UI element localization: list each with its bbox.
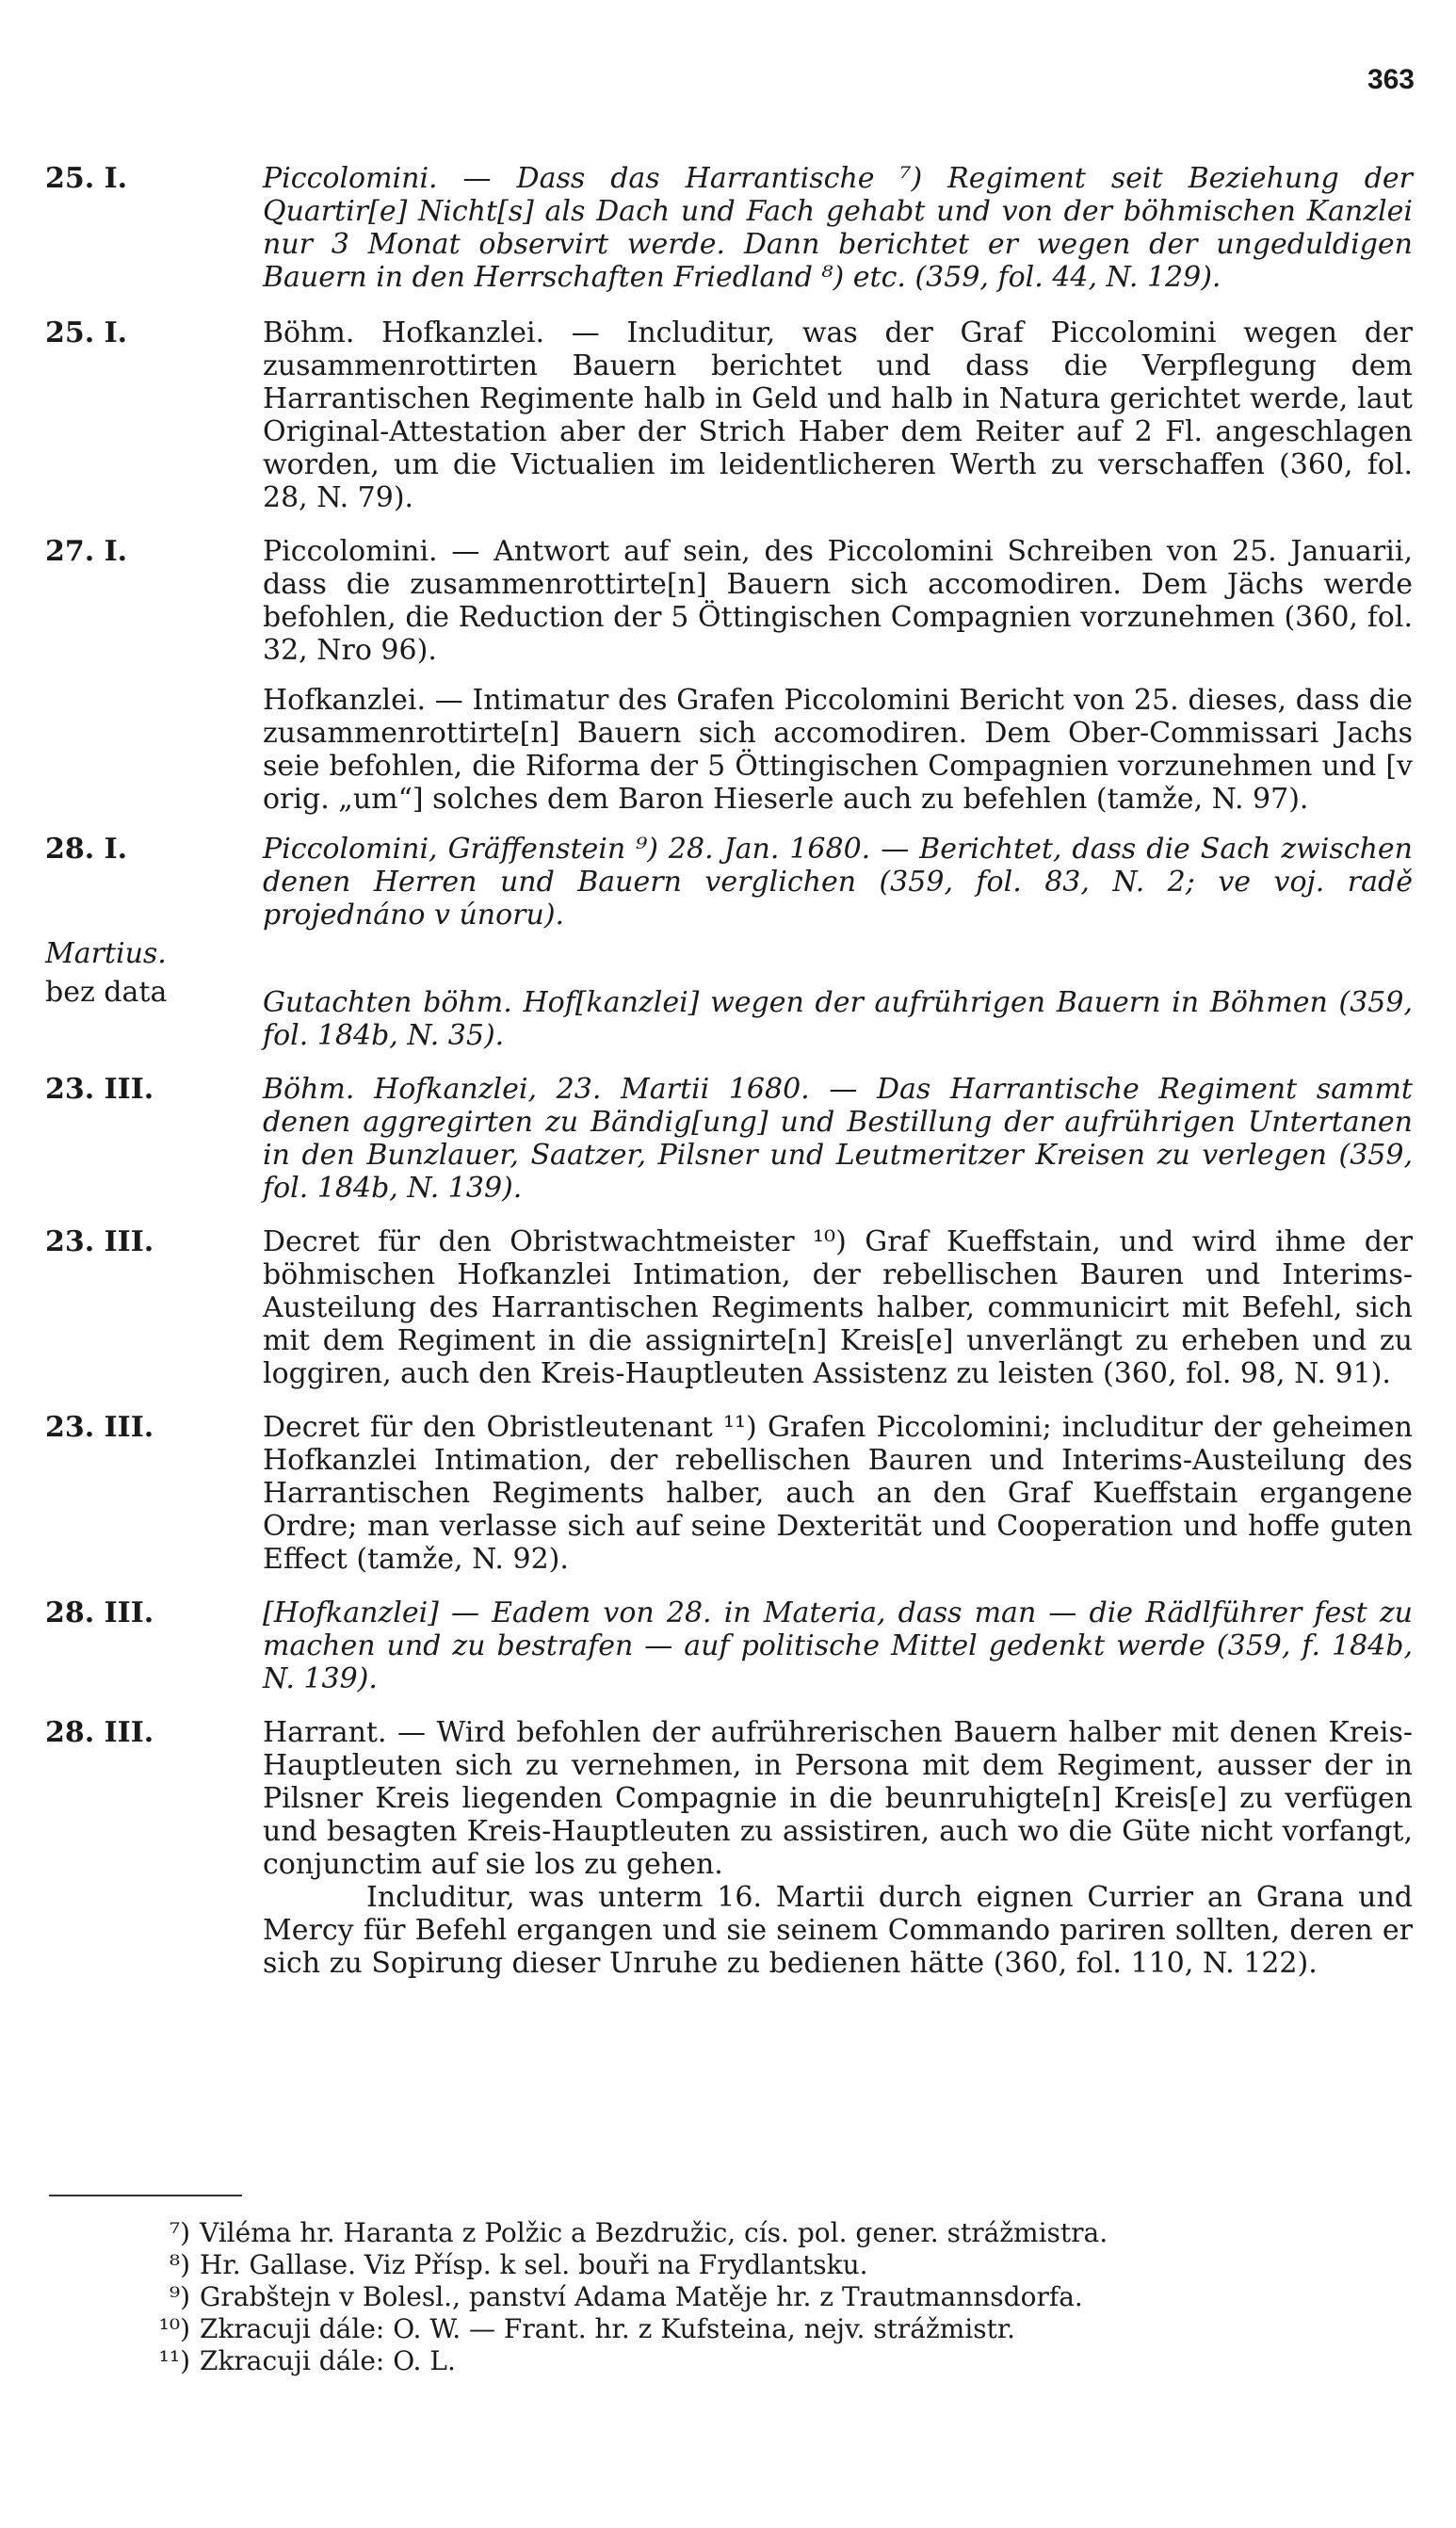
entry-date-month: Martius. xyxy=(45,937,167,970)
entry-text xyxy=(263,833,1413,932)
footnote xyxy=(141,2345,1413,2377)
footnote-mark: ¹⁰) xyxy=(158,2313,190,2344)
register-entries xyxy=(45,162,1413,1980)
entry-text xyxy=(263,535,1413,816)
entry-4 xyxy=(45,833,1413,932)
entry-date-note: bez data xyxy=(45,976,168,1009)
entry-9 xyxy=(45,1596,1413,1695)
footnote xyxy=(141,2249,1413,2281)
footnote-text: Grabštejn v Bolesl., panství Adama Matěje hr. z Trautmannsdorfa. xyxy=(200,2281,1083,2312)
entry-text xyxy=(263,1073,1413,1205)
entry-paragraph: Piccolomini, Gräffenstein ⁹) 28. Jan. 1680. — Berichtet, dass die Sach zwischen denen Herren und Bauern verglichen (359, fol. 83, N. 2; ve voj. radě projednáno v únoru). xyxy=(263,833,1413,932)
entry-3 xyxy=(45,535,1413,816)
footnote-mark: ⁸) xyxy=(169,2249,190,2280)
entry-date xyxy=(45,937,263,1009)
entry-paragraph: Decret für den Obristleutenant ¹¹) Grafen Piccolomini; includitur der geheimen Hofkanzlei Intimation, der rebellischen Bauren und Interims-Austeilung des Harrantischen Regiments halber, auch an den Graf Kueffstain ergangene Ordre; man verlasse sich auf seine Dexterität und Cooperation und hoffe guten Effect (tamže, N. 92). xyxy=(263,1411,1413,1576)
footnote xyxy=(141,2217,1413,2249)
footnote-text: Viléma hr. Haranta z Polžic a Bezdružic, cís. pol. gener. strážmistra. xyxy=(200,2217,1108,2248)
footnote-text: Hr. Gallase. Viz Přísp. k sel. bouři na Frydlantsku. xyxy=(200,2249,868,2280)
footnotes xyxy=(141,2217,1413,2377)
entry-date: 28. III. xyxy=(45,1716,154,1749)
entry-text xyxy=(263,937,1413,1052)
entry-text xyxy=(263,162,1413,294)
entry-paragraph: Gutachten böhm. Hof[kanzlei] wegen der aufrührigen Bauern in Böhmen (359, fol. 184b, N. 35). xyxy=(263,986,1413,1052)
entry-text xyxy=(263,1716,1413,1980)
entry-date: 25. I. xyxy=(45,162,128,195)
entry-date: 23. III. xyxy=(45,1225,154,1258)
entry-date: 23. III. xyxy=(45,1411,154,1444)
entry-text xyxy=(263,1411,1413,1576)
entry-date: 28. III. xyxy=(45,1596,154,1629)
entry-8 xyxy=(45,1411,1413,1576)
entry-paragraph: Includitur, was unterm 16. Martii durch eignen Currier an Grana und Mercy für Befehl ergangen und sie seinem Commando pariren sollten, deren er sich zu Sopirung dieser Unruhe zu bedienen hätte (360, fol. 110, N. 122). xyxy=(263,1881,1413,1980)
footnote-mark: ⁷) xyxy=(169,2217,190,2248)
entry-2 xyxy=(45,316,1413,514)
entry-date: 27. I. xyxy=(45,535,128,568)
entry-paragraph: Piccolomini. — Antwort auf sein, des Piccolomini Schreiben von 25. Januarii, dass die zusammenrottirte[n] Bauern sich accomodiren. Dem Jächs werde befohlen, die Reduction der 5 Öttingischen Compagnien vorzunehmen (360, fol. 32, Nro 96). xyxy=(263,535,1413,667)
entry-text xyxy=(263,316,1413,514)
entry-paragraph: [Hofkanzlei] — Eadem von 28. in Materia, dass man — die Rädlführer fest zu machen und zu bestrafen — auf politische Mittel gedenkt werde (359, f. 184b, N. 139). xyxy=(263,1596,1413,1695)
entry-text xyxy=(263,1596,1413,1695)
footnote-divider xyxy=(49,2195,242,2196)
entry-text xyxy=(263,1225,1413,1390)
entry-date: 28. I. xyxy=(45,833,128,866)
entry-date: 23. III. xyxy=(45,1073,154,1106)
entry-7 xyxy=(45,1225,1413,1390)
entry-10 xyxy=(45,1716,1413,1980)
footnote-text: Zkracuji dále: O. L. xyxy=(200,2345,456,2376)
entry-1 xyxy=(45,162,1413,294)
footnote xyxy=(141,2313,1413,2345)
footnote-mark: ¹¹) xyxy=(158,2345,190,2376)
footnote xyxy=(141,2281,1413,2313)
page-number: 363 xyxy=(1367,64,1415,95)
footnote-mark: ⁹) xyxy=(169,2281,190,2312)
entry-paragraph: Harrant. — Wird befohlen der aufrührerischen Bauern halber mit denen Kreis-Hauptleuten sich zu vernehmen, in Persona mit dem Regiment, ausser der in Pilsner Kreis liegenden Compagnie in die beunruhigte[n] Kreis[e] zu verfügen und besagten Kreis-Hauptleuten zu assistiren, auch wo die Güte nicht vorfangt, conjunctim auf sie los zu gehen. xyxy=(263,1716,1413,1881)
entry-paragraph: Decret für den Obristwachtmeister ¹⁰) Graf Kueffstain, und wird ihme der böhmischen Hofkanzlei Intimation, der rebellischen Bauren und Interims-Austeilung des Harrantischen Regiments halber, communicirt mit Befehl, sich mit dem Regiment in die assignirte[n] Kreis[e] unverlängt zu erheben und zu loggiren, auch den Kreis-Hauptleuten Assistenz zu leisten (360, fol. 98, N. 91). xyxy=(263,1225,1413,1390)
entry-paragraph: Piccolomini. — Dass das Harrantische ⁷) Regiment seit Beziehung der Quartir[e] Nicht[s] als Dach und Fach gehabt und von der böhmischen Kanzlei nur 3 Monat observirt werde. Dann berichtet er wegen der ungeduldigen Bauern in den Herrschaften Friedland ⁸) etc. (359, fol. 44, N. 129). xyxy=(263,162,1413,294)
entry-date: 25. I. xyxy=(45,316,128,349)
footnote-text: Zkracuji dále: O. W. — Frant. hr. z Kufsteina, nejv. strážmistr. xyxy=(200,2313,1016,2344)
entry-paragraph: Böhm. Hofkanzlei, 23. Martii 1680. — Das Harrantische Regiment sammt denen aggregirten zu Bändig[ung] und Bestillung der aufrührigen Untertanen in den Bunzlauer, Saatzer, Pilsner und Leutmeritzer Kreisen zu verlegen (359, fol. 184b, N. 139). xyxy=(263,1073,1413,1205)
entry-5 xyxy=(45,937,1413,1052)
entry-paragraph: Hofkanzlei. — Intimatur des Grafen Piccolomini Bericht von 25. dieses, dass die zusammenrottirte[n] Bauern sich accomodiren. Dem Ober-Commissari Jachs seie befohlen, die Riforma der 5 Öttingischen Compagnien vorzunehmen und [v orig. „um“] solches dem Baron Hieserle auch zu befehlen (tamže, N. 97). xyxy=(263,684,1413,816)
entry-6 xyxy=(45,1073,1413,1205)
entry-paragraph: Böhm. Hofkanzlei. — Includitur, was der Graf Piccolomini wegen der zusammenrottirten Bauern berichtet und dass die Verpflegung dem Harrantischen Regimente halb in Geld und halb in Natura gerichtet werde, laut Original-Attestation aber der Strich Haber dem Reiter auf 2 Fl. angeschlagen worden, um die Victualien im leidentlicheren Werth zu verschaffen (360, fol. 28, N. 79). xyxy=(263,316,1413,514)
